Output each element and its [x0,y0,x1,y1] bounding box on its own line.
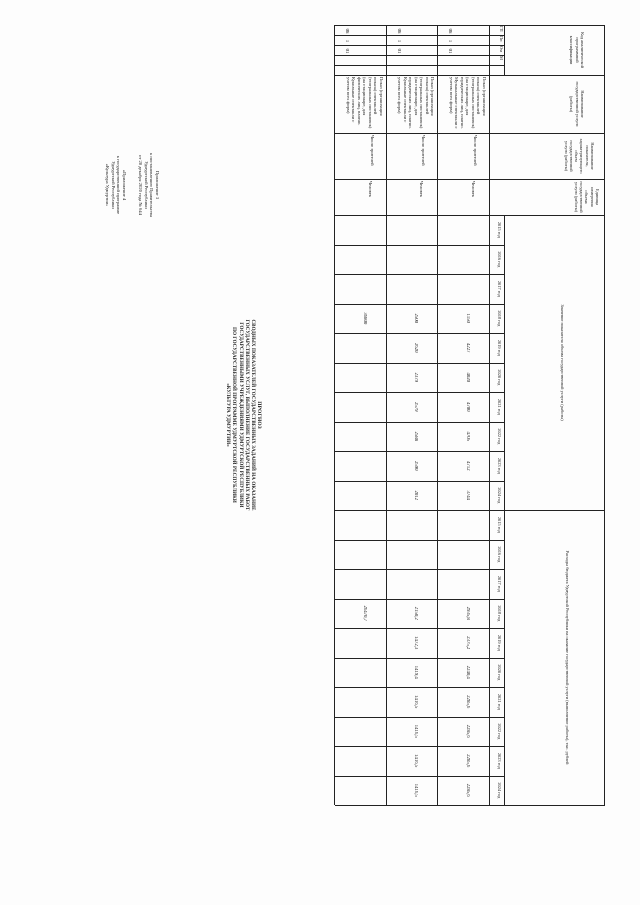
row-volume-value [357,451,367,481]
row-volume-value: 2012 [413,490,419,501]
table-rule [335,45,505,46]
volume-year-header: 2018 год [497,310,502,327]
appendix-line: от 28 декабря 2020 года № 644 [137,155,143,215]
appendix-reference [104,100,160,270]
appendix-line: «Приложение 4 [122,169,128,201]
row-gp: 08 [344,28,349,34]
row-expense-value [357,628,367,658]
row-expense-value [357,540,367,570]
title-line: ГОСУДАРСТВЕННЫМИ УЧРЕЖДЕНИЯМИ УДМУРТСКОЙ РЕСПУБЛИКИ [237,322,243,508]
expenses-year-header: 2021 год [497,693,502,710]
row-volume-value: 4700 [465,401,470,412]
row-volume-value: 2500 [413,313,419,324]
table-rule [437,25,438,805]
expenses-year-header: 2017 год [497,575,502,592]
volume-year-header: 2021 год [497,398,502,415]
appendix-line: к постановлению Правительства [149,153,155,217]
header-om: Ом [499,46,504,52]
row-volume-value [460,274,470,304]
table-rule [335,510,605,511]
row-volume-value: 4705 [465,431,470,442]
title-line: ПО ГОСУДАРСТВЕННОЙ ПРОГРАММЕ УДМУРТСКОЙ РЕСПУБЛИКИ [231,327,237,503]
row-expense-value [357,510,367,540]
row-expense-value [357,776,367,806]
title-line: ГОСУДАРСТВЕННЫХ УСЛУГ, ВЫПОЛНЕНИЕ ГОСУДАРСТВЕННЫХ РАБОТ [243,319,249,511]
row-volume-value [357,245,367,275]
header-service-name: Наименование государственной услуги (работы) [569,81,585,127]
row-expense-value [357,569,367,599]
volume-year-header: 2020 год [497,369,502,386]
header-m: М [499,56,504,60]
row-om: 01 [447,48,453,54]
row-volume-value: 4227 [465,342,470,353]
row-om: 01 [344,48,349,54]
volume-year-header: 2016 год [497,251,502,268]
expenses-year-header: 2018 год [497,605,502,622]
row-volume-value [408,215,418,245]
row-unit: Человек [367,181,373,198]
row-volume-value: 4712 [465,460,470,471]
table-rule [335,35,505,36]
volume-year-header: 2024 год [497,487,502,504]
row-gp: 08 [395,28,401,34]
table-rule [335,179,605,180]
row-volume-value [408,274,418,304]
expenses-year-header: 2016 год [497,546,502,563]
row-om: 01 [395,48,401,54]
row-m [339,56,349,66]
row-volume-value [357,481,367,511]
row-indicator-name: Число зрителей [421,135,427,166]
row-pp: 1 [344,39,349,43]
row-m [391,56,401,66]
row-service-name: Показ (организация показа) спектаклей (театральных постановок) (на стационаре, для физических лиц, платно. Кукольные спектакли с учетом всех форм) [345,77,384,129]
volume-year-header: 2023 год [497,457,502,474]
row-expense-value: 2935,8 [465,606,470,620]
table-rule [335,55,505,56]
header-expenses-group: Расходы бюджета Удмуртской Республики на оказание государственной услуги (выполнение работы), тыс. рублей [565,550,570,765]
title-line: СВОДНЫХ ПОКАЗАТЕЛЕЙ ГОСУДАРСТВЕННЫХ ЗАДАНИЙ НА ОКАЗАНИЕ [250,319,256,511]
row-expense-value: 1419,4 [413,665,419,679]
forecast-table [335,25,605,885]
title-line: «КУЛЬТУРА УДМУРТИИ» [225,383,231,447]
expenses-year-header: 2024 год [497,782,502,799]
table-rule [335,75,605,76]
row-volume-value [357,274,367,304]
table-border [334,25,335,805]
row-unit: Человек [471,181,476,198]
volume-year-header: 2015 год [497,221,502,238]
row-volume-value [460,245,470,275]
table-rule [335,215,605,216]
row-volume-value [357,392,367,422]
row-expense-value: 1472,3 [413,636,419,650]
row-volume-value [357,215,367,245]
row-expense-value: 1416,5 [413,724,419,738]
appendix-line: Приложение 3 [155,170,160,200]
row-m [442,56,452,66]
expenses-year-header: 2020 год [497,664,502,681]
row-volume-value: 2588 [413,431,419,442]
header-pp: Пп [499,36,504,42]
header-volume-group: Значение показателя объема государственной услуги (работы) [560,304,565,421]
expenses-year-header: 2019 год [497,634,502,651]
row-expense-value [460,569,470,599]
header-indicator-name: Наименование показателя, характеризующего объем государственной услуги (работы) [563,138,595,174]
header-gp: ГП [499,26,504,32]
header-unit: Единица измерения объема государственной услуги (работы) [573,181,600,213]
row-expense-value: 2285,6 [465,724,470,738]
table-rule [489,25,490,805]
row-volume-value [357,363,367,393]
row-expense-value: 2285,6 [465,783,470,797]
row-gp: 08 [447,28,453,34]
row-volume-value: 1150 [465,313,470,323]
row-expense-value: 2285,6 [465,754,470,768]
row-volume-value: 36800 [361,312,367,325]
row-expense-value: 2285,6 [465,695,470,709]
row-volume-value: 2579 [413,401,419,412]
document-title [224,250,262,580]
row-expense-value: 2240,4 [465,665,470,679]
row-expense-value: 26470,7 [361,605,367,622]
table-rule [335,133,605,134]
expenses-year-header: 2015 год [497,516,502,533]
row-pp: 1 [395,39,401,43]
row-volume-value: 3744 [465,490,470,501]
header-code-group: Код аналитической программной классификации [569,32,585,68]
title-word: ПРОГНОЗ [256,401,262,429]
appendix-line: «Культура Удмуртии» [104,163,110,207]
table-rule [386,25,387,805]
row-pp: 1 [447,39,453,43]
row-expense-value: 1416,5 [413,695,419,709]
row-volume-value: 2379 [413,372,419,383]
table-border [604,25,605,805]
row-volume-value: 4020 [465,372,470,383]
row-expense-value [408,510,418,540]
row-expense-value [357,658,367,688]
volume-year-header: 2019 год [497,339,502,356]
row-expense-value: 2150,2 [413,606,419,620]
appendix-line: Удмуртской Республики [143,161,149,209]
row-expense-value [357,687,367,717]
row-expense-value: 1416,5 [413,783,419,797]
row-volume-value: 2590 [413,460,419,471]
row-expense-value: 1416,5 [413,754,419,768]
table-rule [504,25,505,75]
row-indicator-name: Число зрителей [369,135,375,166]
row-volume-value [408,245,418,275]
row-volume-value [357,422,367,452]
expenses-year-header: 2023 год [497,752,502,769]
row-volume-value [357,333,367,363]
volume-year-header: 2017 год [497,280,502,297]
table-rule [335,65,505,66]
appendix-line: Удмуртской Республики [110,161,116,209]
table-border [335,25,605,26]
row-expense-value [408,569,418,599]
row-expense-value [357,717,367,747]
row-volume-value: 2620 [413,342,419,353]
row-expense-value [408,540,418,570]
row-expense-value: 2375,2 [465,636,470,650]
volume-year-header: 2022 год [497,428,502,445]
row-expense-value [357,746,367,776]
row-service-name: Показ (организация показа) спектаклей (театральных постановок) (на стационаре, для юридических лиц, платно. Кукольные спектакли с учетом всех форм) [397,77,436,129]
row-service-name: Показ (организация показа) спектаклей (театральных постановок) (на стационаре, для юридических лиц, платно. Музыкальные спектакли с учетом всех форм) [449,77,487,129]
expenses-year-header: 2022 год [497,723,502,740]
row-unit: Человек [419,181,425,198]
row-volume-value [460,215,470,245]
row-indicator-name: Число зрителей [473,135,478,166]
row-expense-value [460,510,470,540]
row-expense-value [460,540,470,570]
table-border [335,805,605,806]
appendix-line: к государственной программе [116,155,122,215]
